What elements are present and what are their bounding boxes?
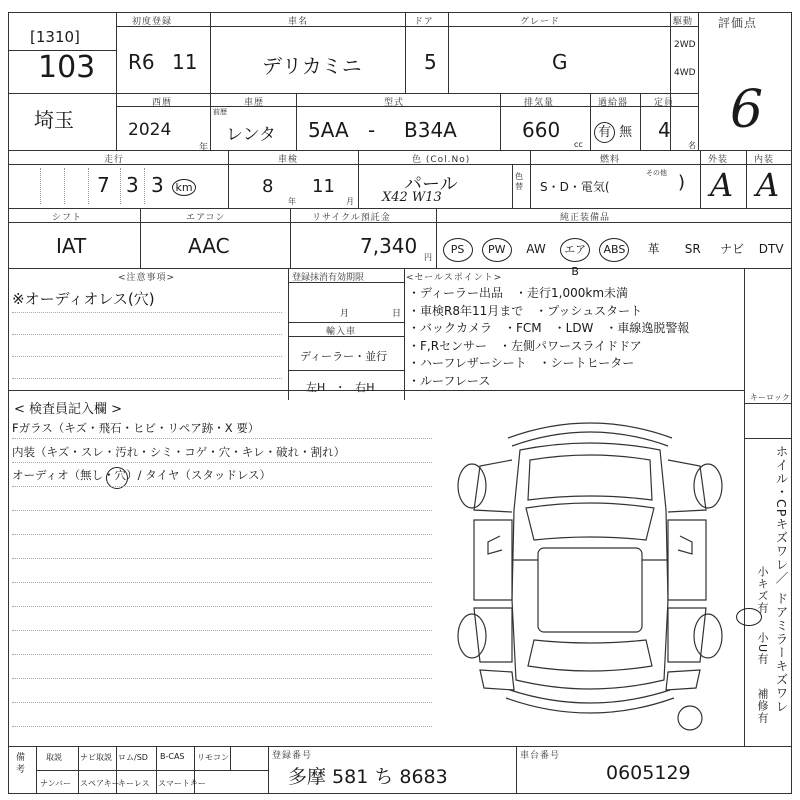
- equipment-label: DTV: [758, 242, 784, 256]
- divider: [436, 208, 437, 268]
- divider: [744, 268, 745, 746]
- turbo-options: [594, 121, 632, 143]
- turbo-no: 無: [619, 125, 633, 140]
- divider: [296, 93, 297, 150]
- bottom-item: B-CAS: [160, 752, 185, 761]
- divider: [228, 150, 229, 208]
- notes-label: <注意事項>: [118, 273, 176, 283]
- bottom-row-label: 備考: [16, 753, 26, 775]
- chassis-label: 車台番号: [520, 751, 561, 761]
- capacity-label: 定員: [654, 98, 675, 108]
- lot-number: 103: [38, 50, 96, 85]
- divider: [512, 164, 513, 208]
- right-note: ホイル・CPキズワレ／: [774, 445, 789, 585]
- divider: [290, 208, 291, 268]
- divider: [288, 268, 289, 400]
- equipment-label: PS: [443, 238, 473, 262]
- equipment-item: [752, 234, 791, 264]
- capacity-value: 4: [658, 118, 671, 142]
- drive-4wd: 4WD: [674, 68, 696, 78]
- aircon-value: AAC: [188, 234, 230, 258]
- ruled-line: [12, 558, 432, 559]
- right-note: 補修有: [756, 688, 769, 724]
- divider: [78, 746, 79, 794]
- equipment-label: ABS: [599, 238, 629, 262]
- model-prefix: 5AA: [308, 118, 349, 142]
- capacity-unit: 名: [688, 141, 696, 150]
- drive-2wd: 2WD: [674, 40, 696, 50]
- exterior-label: 外装: [708, 155, 729, 165]
- registration-deadline-label: 登録抹消有効期限: [292, 273, 365, 283]
- shift-value: IAT: [56, 234, 87, 258]
- sales-point: ・ハーフレザーシート ・シートヒーター: [408, 356, 635, 370]
- lot-label: [1310]: [30, 28, 80, 46]
- scratch-circle-mark: [736, 608, 762, 626]
- divider: [230, 746, 231, 770]
- ruled-line: [12, 606, 432, 607]
- divider: [640, 93, 641, 150]
- equipment-item: [556, 234, 595, 278]
- divider: [744, 403, 792, 404]
- inspection-month-unit: 月: [346, 197, 354, 206]
- model-dash: -: [368, 118, 376, 142]
- mileage-unit: km: [172, 179, 196, 196]
- ruled-line: [12, 582, 432, 583]
- bottom-item: スマートキー: [158, 779, 206, 788]
- drive-label: 駆動: [673, 17, 694, 27]
- divider: [405, 12, 406, 93]
- divider: [700, 150, 701, 208]
- equipment-item: [438, 234, 477, 264]
- registration-deadline-day: 日: [392, 309, 402, 319]
- divider: [288, 322, 404, 323]
- equipment-label: AW: [526, 242, 546, 256]
- ruled-line: [12, 334, 282, 335]
- divider: [8, 222, 792, 223]
- divider: [8, 390, 744, 391]
- inspection-year-unit: 年: [288, 197, 296, 206]
- ruled-line: [12, 726, 432, 727]
- bottom-item: スペアキー: [80, 779, 120, 788]
- mileage-label: 走行: [104, 155, 125, 165]
- bottom-item: リモコン: [197, 753, 229, 762]
- score-label: 評価点: [718, 16, 758, 30]
- color-code: X42 W13: [382, 190, 442, 205]
- year-ad-label: 西暦: [152, 98, 173, 108]
- equipment-label: 革: [647, 242, 660, 256]
- dealer-parallel: ディーラー・並行: [300, 350, 388, 363]
- exterior-value: A: [710, 166, 734, 204]
- divider: [404, 268, 405, 400]
- color-change-label: 色替: [515, 172, 523, 191]
- divider: [36, 746, 37, 794]
- divider: [500, 93, 501, 150]
- recycle-value: 7,340: [360, 234, 418, 258]
- color-value: パール: [404, 174, 458, 195]
- inspection-year: 8: [262, 176, 274, 197]
- displacement-unit: cc: [574, 140, 583, 149]
- divider: [210, 12, 211, 93]
- inspector-line: 内装（キズ・スレ・汚れ・シミ・コゲ・穴・キレ・破れ・割れ）: [12, 445, 346, 459]
- equipment-item: [477, 234, 516, 264]
- digit-divider: [64, 168, 65, 204]
- mileage-digit: 3: [151, 173, 164, 197]
- digit-divider: [40, 168, 41, 204]
- first-registration-label: 初度登録: [132, 17, 173, 27]
- right-note: 小U有: [756, 632, 769, 666]
- divider: [8, 208, 792, 209]
- shift-label: シフト: [52, 213, 83, 223]
- equipment-item: [673, 234, 712, 264]
- ruled-line: [12, 486, 432, 487]
- ruled-line: [12, 438, 432, 439]
- fuel-other: その他: [646, 169, 667, 177]
- recycle-unit: 円: [424, 253, 432, 262]
- interior-label: 内装: [754, 155, 775, 165]
- divider: [268, 746, 269, 794]
- divider: [530, 150, 531, 208]
- key-label: キーロック: [750, 393, 790, 402]
- divider: [210, 93, 211, 150]
- divider: [590, 93, 591, 150]
- ruled-line: [12, 702, 432, 703]
- equipment-label: ナビ: [719, 242, 744, 256]
- handle-right: 右H: [355, 381, 375, 394]
- year-ad-unit: 年: [199, 143, 209, 153]
- divider: [744, 438, 792, 439]
- car-diagram: [440, 400, 740, 740]
- sales-point: ・車検R8年11月まで ・プッシュスタート: [408, 303, 643, 318]
- handle-left: 左H: [306, 381, 326, 394]
- mileage-digit: 7: [97, 173, 110, 197]
- grade-label: グレード: [520, 17, 561, 27]
- notes-text: ※オーディオレス(穴): [12, 290, 155, 308]
- divider: [116, 26, 698, 27]
- bottom-item: ナビ取説: [80, 753, 112, 762]
- plate-value: 多摩 581 ち 8683: [288, 766, 448, 788]
- ruled-line: [12, 654, 432, 655]
- equipment-item: [634, 234, 673, 264]
- registration-deadline-month: 月: [340, 309, 350, 319]
- divider: [8, 93, 698, 94]
- equipment-label: PW: [482, 238, 512, 262]
- sales-point: ・F,Rセンサー ・左側パワースライドドア: [408, 338, 642, 353]
- right-note: 小キズ有: [756, 566, 769, 614]
- car-name-label: 車名: [288, 17, 309, 27]
- model-code: B34A: [404, 118, 457, 142]
- equipment-label: SR: [684, 242, 701, 256]
- sales-points-list: [408, 285, 689, 390]
- vehicle-history-value: レンタ: [226, 125, 276, 145]
- grade-value: G: [552, 50, 568, 74]
- divider: [358, 150, 359, 208]
- divider: [698, 12, 699, 150]
- divider: [140, 208, 141, 268]
- bottom-item: ロム/SD: [118, 753, 148, 762]
- chassis-value: 0605129: [606, 762, 691, 784]
- right-note: ドアミラーキズワレ: [774, 592, 789, 714]
- car-name-value: デリカミニ: [262, 54, 362, 78]
- equipment-item: [516, 234, 555, 264]
- divider: [116, 12, 117, 150]
- ruled-line: [12, 510, 432, 511]
- doors-label: ドア: [414, 17, 434, 27]
- divider: [8, 268, 792, 269]
- digit-divider: [88, 168, 89, 204]
- fuel-label: 燃料: [600, 155, 621, 165]
- divider: [288, 370, 404, 371]
- recycle-label: リサイクル預託金: [312, 213, 391, 223]
- sales-label: <セールスポイント>: [406, 273, 503, 283]
- divider: [448, 12, 449, 93]
- turbo-label: 過給器: [598, 98, 629, 108]
- ruled-line: [12, 356, 282, 357]
- vehicle-history-sublabel: 前歴: [213, 108, 227, 116]
- inspector-title: < 検査員記入欄 >: [14, 402, 123, 417]
- divider: [156, 746, 157, 794]
- inspector-line: オーディオ（無し・穴）/ タイヤ（スタッドレス）: [12, 468, 272, 482]
- digit-divider: [144, 168, 145, 204]
- equipment-item: [595, 234, 634, 264]
- color-label: 色 (Col.No): [412, 155, 471, 165]
- equipment-item: [712, 234, 751, 264]
- divider: [746, 150, 747, 208]
- inspector-line: Fガラス（キズ・飛石・ヒビ・リペア跡・X 要）: [12, 421, 260, 435]
- first-registration-month: 11: [172, 50, 198, 74]
- handle-dot: ・: [334, 381, 346, 394]
- digit-divider: [120, 168, 121, 204]
- bottom-item: ナンバー: [40, 779, 72, 788]
- prefecture: 埼玉: [34, 108, 74, 132]
- divider: [8, 164, 792, 165]
- turbo-yes: 有: [594, 122, 615, 143]
- import-label: 輸入車: [326, 327, 357, 337]
- bottom-item: キーレス: [118, 779, 150, 788]
- ruled-line: [12, 630, 432, 631]
- divider: [8, 746, 792, 747]
- score-value: 6: [730, 80, 764, 140]
- ruled-line: [12, 462, 432, 463]
- first-registration-year: R6: [128, 50, 155, 74]
- options-label: 純正装備品: [560, 213, 611, 223]
- ruled-line: [12, 378, 282, 379]
- ruled-line: [12, 678, 432, 679]
- fuel-close: ): [678, 172, 686, 193]
- sales-point: ・ルーフレース: [408, 373, 491, 388]
- vehicle-history-label: 車歴: [244, 98, 265, 108]
- ruled-line: [12, 534, 432, 535]
- mileage-unit-wrap: [172, 179, 196, 196]
- handle-options: [306, 379, 375, 395]
- divider: [36, 770, 268, 771]
- aircon-label: エアコン: [186, 213, 226, 223]
- year-ad-value: 2024: [128, 120, 172, 140]
- equipment-label: エアB: [560, 238, 590, 262]
- divider: [8, 150, 792, 151]
- inspection-label: 車検: [278, 155, 299, 165]
- displacement-label: 排気量: [524, 98, 555, 108]
- inspection-month: 11: [312, 176, 335, 197]
- displacement-value: 660: [522, 118, 561, 142]
- interior-value: A: [756, 166, 780, 204]
- model-label: 型式: [384, 98, 405, 108]
- sales-point: ・バックカメラ ・FCM ・LDW ・車線逸脱警報: [408, 321, 690, 335]
- fuel-options: S・D・電気(: [540, 180, 610, 194]
- plate-label: 登録番号: [272, 751, 313, 761]
- mileage-digit: 3: [126, 173, 139, 197]
- sales-point: ・ディーラー出品 ・走行1,000km未満: [408, 286, 629, 300]
- doors-value: 5: [424, 50, 437, 74]
- divider: [516, 746, 517, 794]
- bottom-item: 取説: [46, 753, 62, 762]
- ruled-line: [12, 312, 282, 313]
